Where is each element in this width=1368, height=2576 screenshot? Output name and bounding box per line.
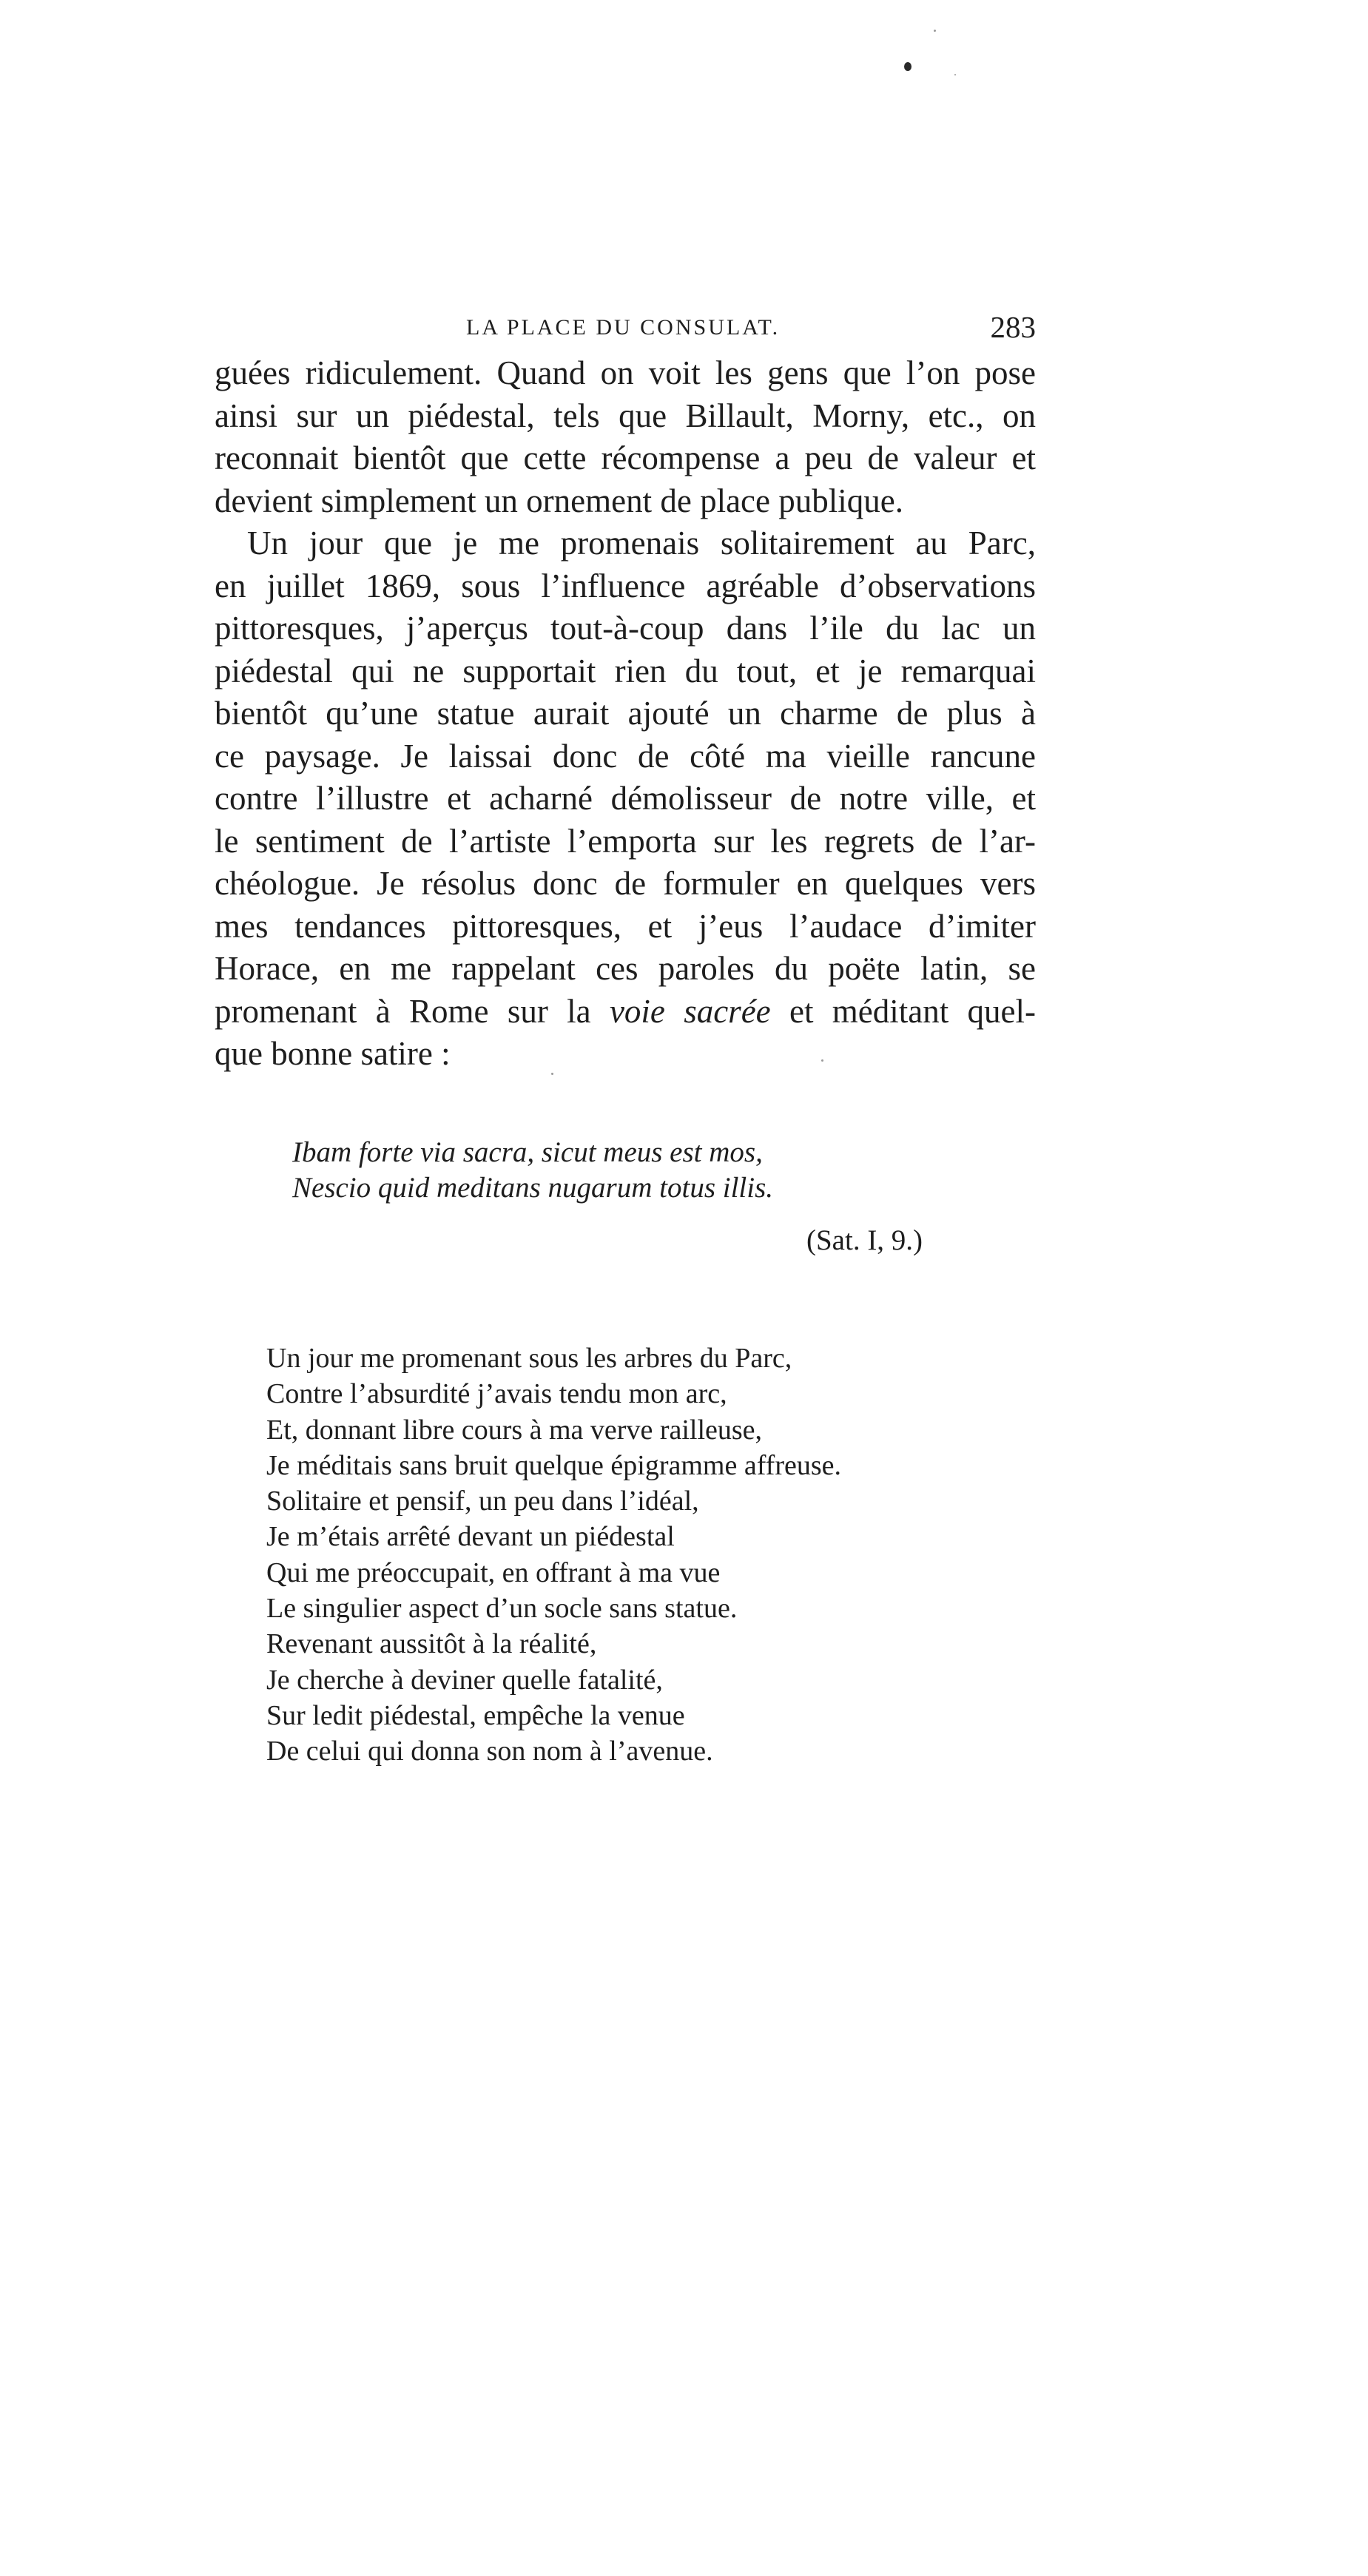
quote-line: Nescio quid meditans nugarum totus illis. <box>292 1172 774 1204</box>
text-line: le sentiment de l’artiste l’emporta sur les regrets de l’ar- <box>215 822 1036 860</box>
text-segment: promenant à Rome sur la <box>215 992 610 1030</box>
poem-line: Je cherche à deviner quelle fatalité, <box>266 1664 663 1696</box>
poem-line: Contre l’absurdité j’avais tendu mon arc, <box>266 1378 727 1410</box>
poem-line: Solitaire et pensif, un peu dans l’idéal, <box>266 1486 699 1517</box>
running-title: LA PLACE DU CONSULAT. <box>466 315 781 340</box>
body-text <box>215 352 1036 1076</box>
page-number: 283 <box>990 310 1036 344</box>
text-line: que bonne satire : <box>215 1035 451 1072</box>
poem-line: Je méditais sans bruit quelque épigramme affreuse. <box>266 1449 841 1481</box>
text-line: chéologue. Je résolus donc de formuler en quelques vers <box>215 865 1036 902</box>
text-line: Horace, en me rappelant ces paroles du poëte latin, se <box>215 950 1036 987</box>
text-line: devient simplement un ornement de place publique. <box>215 482 903 519</box>
text-line: reconnait bientôt que cette récompense a peu de valeur et <box>215 439 1036 476</box>
poem-line: Un jour me promenant sous les arbres du Parc, <box>266 1343 792 1374</box>
running-header <box>215 309 1036 354</box>
poem-line: Et, donnant libre cours à ma verve railleuse, <box>266 1414 763 1446</box>
quote-line: Ibam forte via sacra, sicut meus est mos, <box>292 1136 763 1168</box>
latin-quotation <box>292 1135 958 1206</box>
text-line: contre l’illustre et acharné démolisseur de notre ville, et <box>215 780 1036 817</box>
italic-phrase: voie sacrée <box>609 992 771 1030</box>
poem-line: Revenant aussitôt à la réalité, <box>266 1628 597 1660</box>
text-line: mes tendances pittoresques, et j’eus l’audace d’imiter <box>215 907 1036 945</box>
text-line: guées ridiculement. Quand on voit les gens que l’on pose <box>215 354 1036 391</box>
paper-speck <box>934 30 936 32</box>
text-line: en juillet 1869, sous l’influence agréable d’observations <box>215 567 1036 604</box>
poem-line: Sur ledit piédestal, empêche la venue <box>266 1699 685 1731</box>
paper-speck <box>954 74 956 75</box>
poem-line: Qui me préoccupait, en offrant à ma vue <box>266 1557 721 1588</box>
text-line: ce paysage. Je laissai donc de côté ma vieille rancune <box>215 737 1036 775</box>
quote-citation: (Sat. I, 9.) <box>806 1224 923 1256</box>
poem <box>266 1341 1006 1770</box>
text-line: piédestal qui ne supportait rien du tout, et je remarquai <box>215 652 1036 689</box>
text-line <box>215 991 1036 1034</box>
text-line: pittoresques, j’aperçus tout-à-coup dans l’ile du lac un <box>215 610 1036 647</box>
poem-line: De celui qui donna son nom à l’avenue. <box>266 1736 713 1767</box>
text-segment: et méditant quel- <box>770 992 1036 1030</box>
ink-blot <box>904 62 912 71</box>
poem-line: Je m’étais arrêté devant un piédestal <box>266 1521 675 1553</box>
poem-line: Le singulier aspect d’un socle sans statue. <box>266 1593 738 1625</box>
text-line: Un jour que je me promenais solitairement au Parc, <box>247 525 1036 562</box>
text-line: bientôt qu’une statue aurait ajouté un charme de plus à <box>215 695 1036 732</box>
text-line: ainsi sur un piédestal, tels que Billault, Morny, etc., on <box>215 397 1036 434</box>
